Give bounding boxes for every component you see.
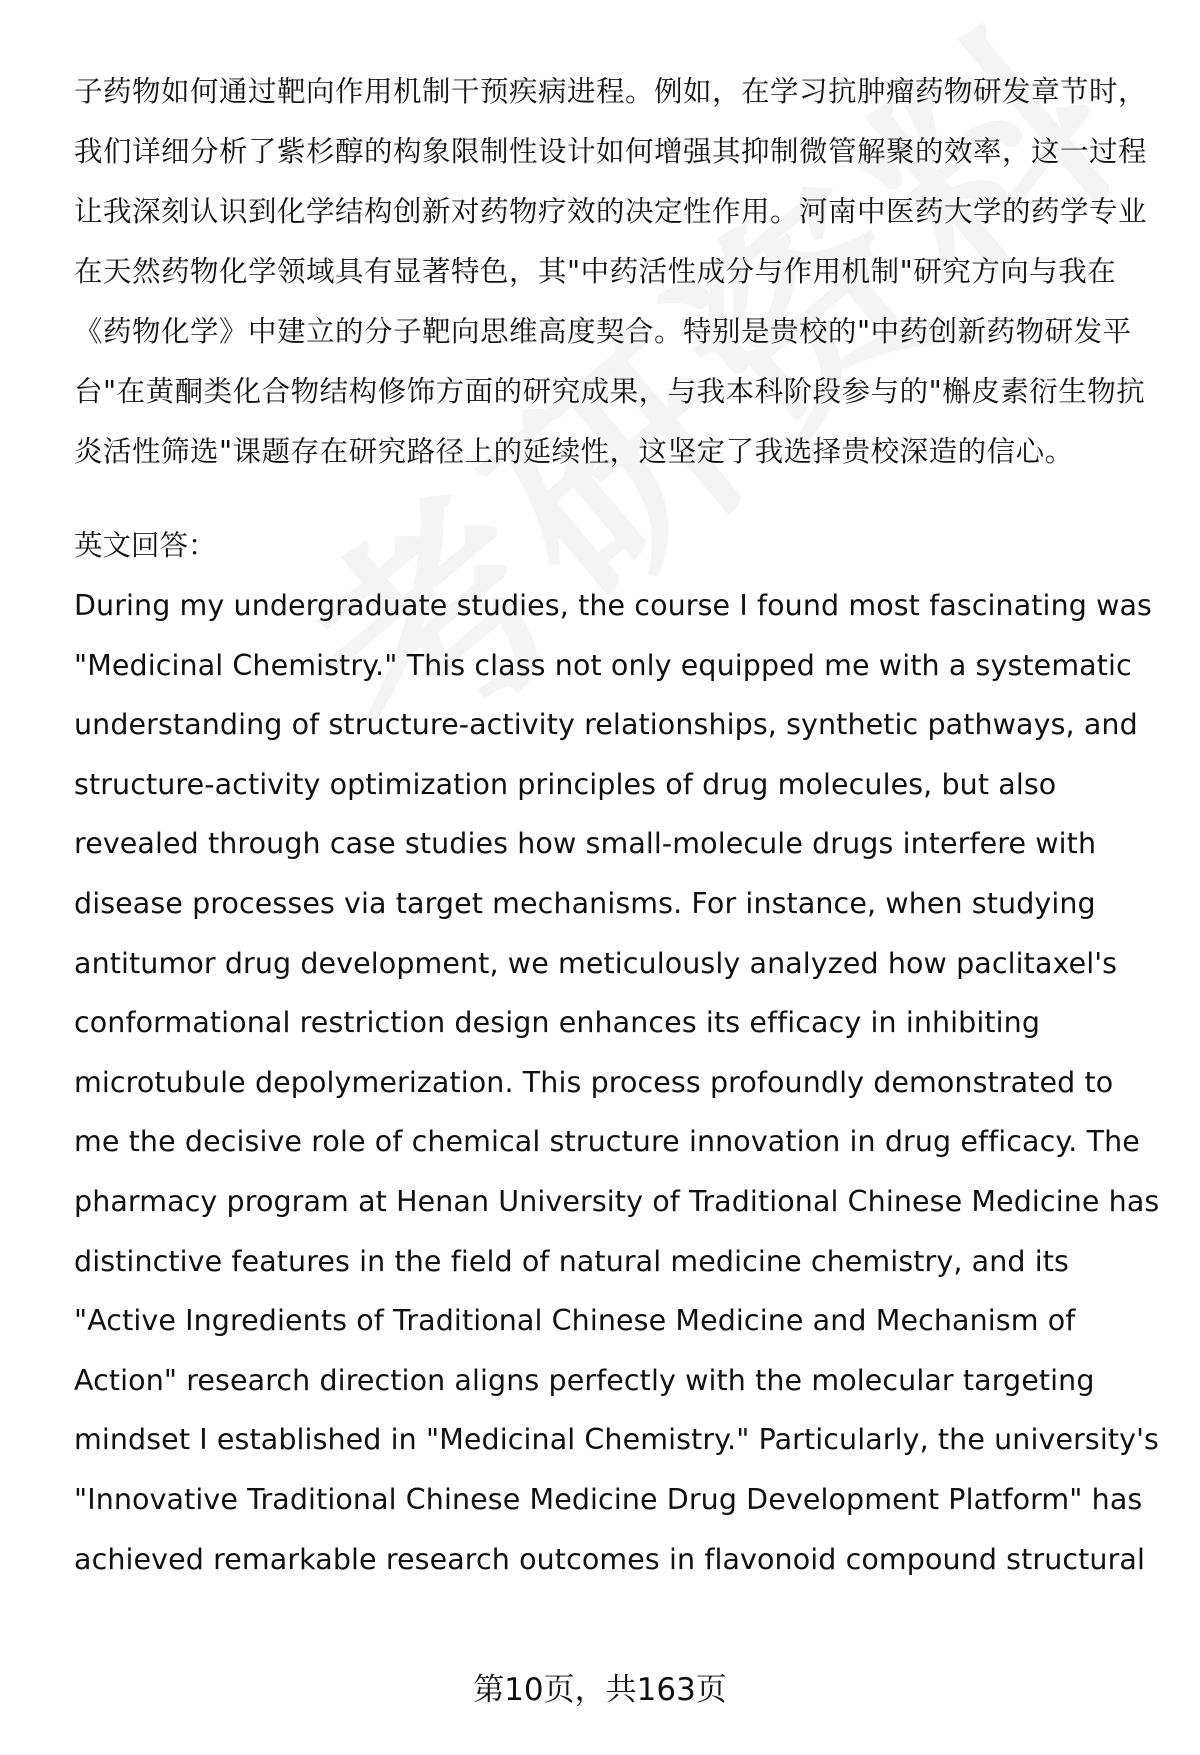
page-content: [74, 62, 1164, 1589]
page-number-footer: 第10页，共163页: [473, 1672, 727, 1708]
chinese-answer-paragraph: 子药物如何通过靶向作用机制干预疾病进程。例如，在学习抗肿瘤药物研发章节时，我们详细分析了紫杉醇的构象限制性设计如何增强其抑制微管解聚的效率，这一过程让我深刻认识到化学结构创新对药物疗效的决定性作用。河南中医药大学的药学专业在天然药物化学领域具有显著特色，其"中药活性成分与作用机制"研究方向与我在《药物化学》中建立的分子靶向思维高度契合。特别是贵校的"中药创新药物研发平台"在黄酮类化合物结构修饰方面的研究成果，与我本科阶段参与的"槲皮素衍生物抗炎活性筛选"课题存在研究路径上的延续性，这坚定了我选择贵校深造的信心。: [74, 75, 1148, 468]
english-answer-paragraph: During my undergraduate studies, the course I found most fascinating was "Medicinal Chemistry." This class not only equipped me with a systematic understanding of structure-activity relationships, synthetic pathways, and structure-activity optimization principles of drug molecules, but also revealed through case studies how small-molecule drugs interfere with disease processes via target mechanisms. For instance, when studying antitumor drug development, we meticulously analyzed how paclitaxel's conformational restriction design enhances its efficacy in inhibiting microtubule depolymerization. This process profoundly demonstrated to me the decisive role of chemical structure innovation in drug efficacy. The pharmacy program at Henan University of Traditional Chinese Medicine has distinctive features in the field of natural medicine chemistry, and its "Active Ingredients of Traditional Chinese Medicine and Mechanism of Action" research direction aligns perfectly with the molecular targeting mindset I established in "Medicinal Chemistry." Particularly, the university's "Innovative Traditional Chinese Medicine Drug Development Platform" has achieved remarkable research outcomes in flavonoid compound structural: [74, 589, 1160, 1576]
english-answer-heading: 英文回答：: [74, 529, 217, 562]
